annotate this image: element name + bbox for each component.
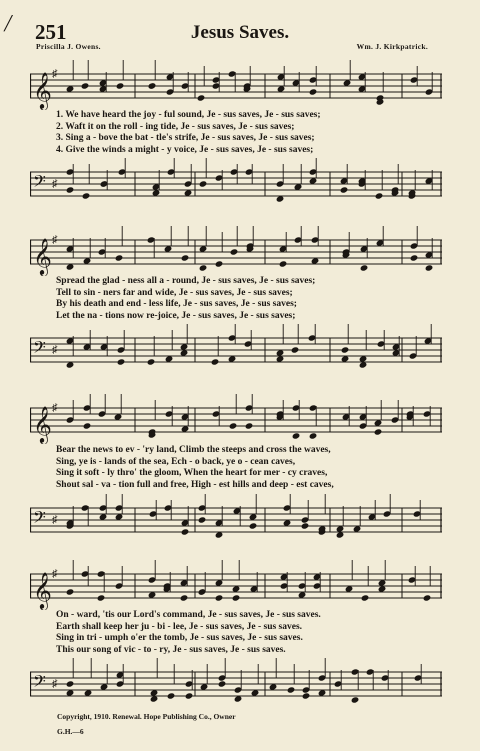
lyric-line: Tell to sin - ners far and wide, Je - sus saves, Je - sus saves; xyxy=(56,287,293,298)
lyric-line: Let the na - tions now re-joice, Je - sus saves, Je - sus saves; xyxy=(56,310,296,321)
bass-staff-4 xyxy=(30,658,442,708)
svg-text:𝄢: 𝄢 xyxy=(33,337,46,361)
bass-staff-3 xyxy=(30,494,442,544)
treble-staff-3 xyxy=(30,394,442,444)
svg-text:♯: ♯ xyxy=(52,68,58,80)
svg-text:𝄞: 𝄞 xyxy=(33,71,52,109)
svg-text:♯: ♯ xyxy=(52,678,58,690)
treble-staff-graphic xyxy=(30,394,442,444)
svg-text:♯: ♯ xyxy=(52,344,58,356)
treble-staff-1 xyxy=(30,60,442,110)
svg-text:♯: ♯ xyxy=(52,514,58,526)
lyric-line: Sing in tri - umph o'er the tomb, Je - sus saves, Je - sus saves. xyxy=(56,633,303,643)
lyrics-block-1 xyxy=(56,110,442,156)
lyric-line: Earth shall keep her ju - bi - lee, Je - sus saves, Je - sus saves. xyxy=(56,621,303,632)
bass-staff-graphic xyxy=(30,494,442,544)
treble-staff-graphic xyxy=(30,560,442,610)
svg-text:𝄢: 𝄢 xyxy=(33,671,46,695)
hymn-title: Jesus Saves. xyxy=(190,22,290,43)
bass-staff-graphic xyxy=(30,158,442,208)
svg-text:♯: ♯ xyxy=(52,234,58,246)
svg-text:𝄞: 𝄞 xyxy=(33,237,52,275)
lyric-line: By his death and end - less life, Je - sus saves, Je - sus saves; xyxy=(56,299,297,309)
lyrics-block-3 xyxy=(56,445,442,491)
composer-credit: Wm. J. Kirkpatrick. xyxy=(356,42,428,51)
lyric-line: Spread the glad - ness all a - round, Je - sus saves, Je - sus saves; xyxy=(56,276,316,286)
bass-staff-2 xyxy=(30,324,442,374)
lyric-line: Bear the news to ev - 'ry land, Climb the steeps and cross the waves, xyxy=(56,445,331,455)
bass-staff-graphic xyxy=(30,324,442,374)
hymn-number: 251 xyxy=(35,20,67,44)
copyright-notice: Copyright, 1910. Renewal. Hope Publishing Co., Owner xyxy=(57,712,236,721)
treble-staff-4 xyxy=(30,560,442,610)
treble-staff-graphic xyxy=(30,60,442,110)
svg-text:𝄞: 𝄞 xyxy=(33,571,52,609)
lyric-line: This our song of vic - to - ry, Je - sus saves, Je - sus saves. xyxy=(56,644,286,655)
lyric-line: 3. Sing a - bove the bat - tle's strife, Je - sus saves, Je - sus saves; xyxy=(56,133,315,143)
author-credit: Priscilla J. Owens. xyxy=(36,42,101,51)
treble-staff-2 xyxy=(30,226,442,276)
lyric-line: On - ward, 'tis our Lord's command, Je - sus saves, Je - sus saves. xyxy=(56,610,321,620)
svg-text:♯: ♯ xyxy=(52,178,58,190)
lyric-line: 1. We have heard the joy - ful sound, Je - sus saves, Je - sus saves; xyxy=(56,110,321,120)
lyrics-block-4 xyxy=(56,610,442,656)
svg-text:𝄢: 𝄢 xyxy=(33,171,46,195)
lyric-line: Shout sal - va - tion full and free, High - est hills and deep - est caves, xyxy=(56,479,334,490)
bass-staff-1 xyxy=(30,158,442,208)
svg-text:♯: ♯ xyxy=(52,568,58,580)
lyric-line: 2. Waft it on the roll - ing tide, Je - sus saves, Je - sus saves; xyxy=(56,121,295,132)
pencil-mark-icon: ╱ xyxy=(4,17,13,32)
lyric-line: Sing, ye is - lands of the sea, Ech - o back, ye o - cean caves, xyxy=(56,456,296,467)
svg-text:𝄞: 𝄞 xyxy=(33,405,52,443)
page-code: G.H.—6 xyxy=(57,727,84,736)
svg-text:♯: ♯ xyxy=(52,402,58,414)
lyric-line: 4. Give the winds a might - y voice, Je - sus saves, Je - sus saves; xyxy=(56,144,314,155)
treble-staff-graphic xyxy=(30,226,442,276)
lyric-line: Sing it soft - ly thro' the gloom, When the heart for mer - cy craves, xyxy=(56,468,328,478)
bass-staff-graphic xyxy=(30,658,442,708)
svg-text:𝄢: 𝄢 xyxy=(33,507,46,531)
lyrics-block-2 xyxy=(56,276,442,322)
